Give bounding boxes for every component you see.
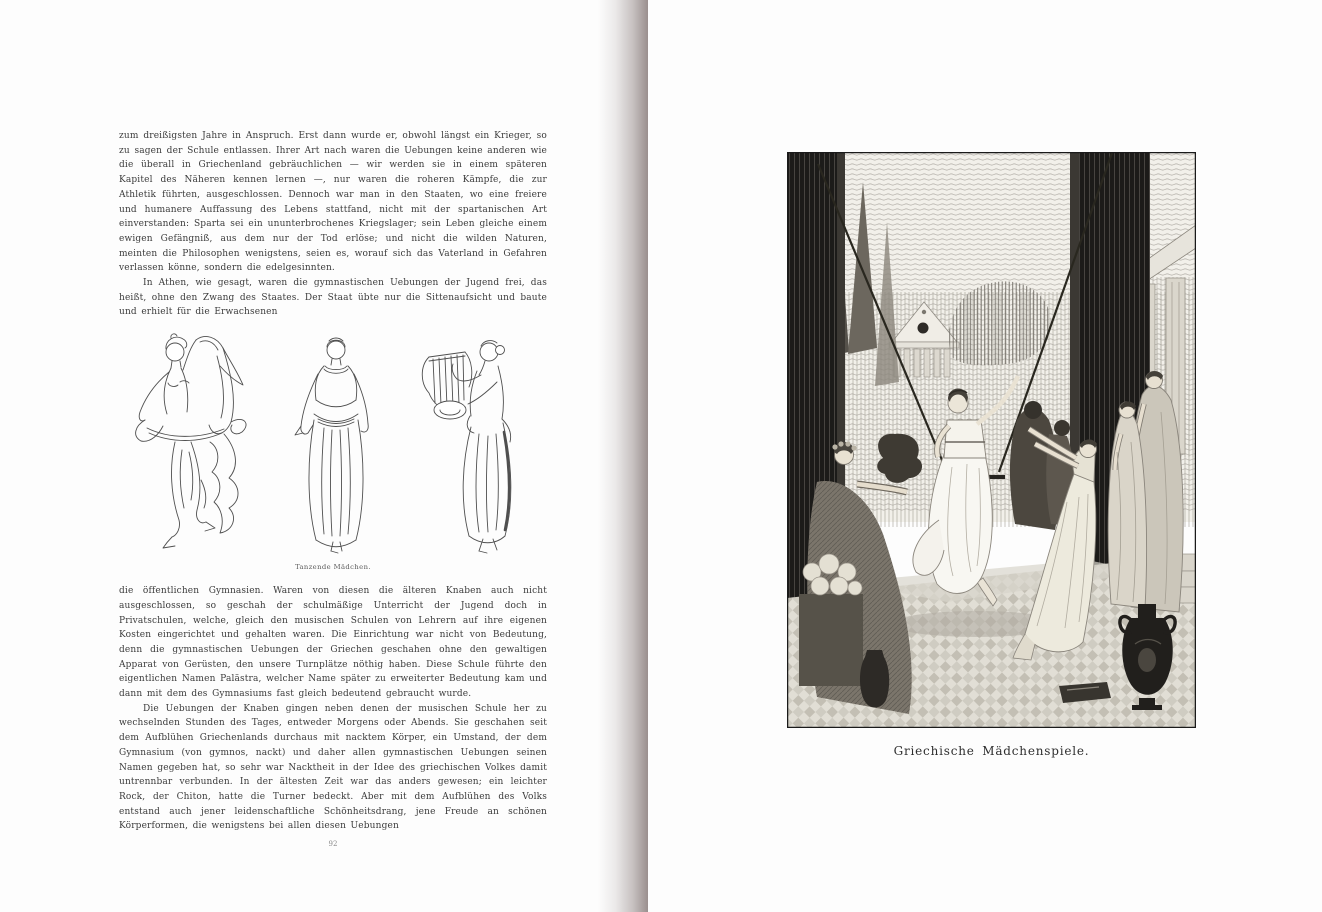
engraving-image (787, 152, 1196, 728)
small-vase (860, 650, 889, 708)
figure-caption: Tanzende Mädchen. (295, 563, 371, 572)
figure-standing-maiden-in-chiton-illustration (290, 330, 382, 558)
engraving-greek-girls-games (787, 152, 1196, 728)
paragraph: In Athen, wie gesagt, waren die gymnastischen Uebungen der Jugend frei, das heißt, ohne den Zwang des Staates. Der Staat übte nur die Sittenaufsicht und baute und erhielt für die Erwachsenen (119, 278, 547, 318)
paragraph: die öffentlichen Gymnasien. Waren von diesen die älteren Knaben auch nicht ausgeschlossen, so geschah der schulmäßige Unterricht der Jugend doch in Privatschulen, welche, gleich den musischen Schulen von Lehrern auf ihre eigenen Kosten eingerichtet und gehalten waren. Die Einrichtung war nicht von Bedeutung, denn die gymnastischen Uebungen der Griechen geschahen ohne den gewaltigen Apparat von Gerüsten, den unsere Turnplätze nöthig haben. Diese Schule führte den eigentlichen Namen Palästra, welcher Name später zu erweiterter Bedeutung kam und dann mit dem des Gymnasiums fast gleich bedeutend gebraucht wurde. (119, 586, 547, 700)
figure-maiden-playing-kithara-illustration (407, 330, 539, 558)
paragraph: zum dreißigsten Jahre in Anspruch. Erst dann wurde er, obwohl längst ein Krieger, so zu sagen der Schule entlassen. Ihrer Art nach waren die Uebungen keine anderen wie die überall in Griechenland gebräuchlichen — wir werden sie in einem späteren Kapitel des Näheren kennen lernen —, nur waren die roheren Kämpfe, die zur Athletik führten, ausgeschlossen. Dennoch war man in den Staaten, wo eine freiere und humanere Auffassung des Lebens stattfand, nicht mit der spartanischen Art einverstanden: Sparta sei ein ununterbrochenes Kriegslager; sein Leben gleiche einem ewigen Gefängniß, aus dem nur der Tod erlöse; und nicht die wilden Naturen, meinten die Philosophen wenigstens, seien es, worauf sich das Vaterland in Gefahren verlassen könne, sondern die edelgesinnten. (119, 131, 547, 274)
left-page (119, 129, 547, 848)
engraving-caption: Griechische Mädchenspiele. (893, 744, 1090, 758)
ball (918, 323, 929, 334)
paragraph: Die Uebungen der Knaben gingen neben denen der musischen Schule her zu wechselnden Stunden des Tages, entweder Morgens oder Abends. Sie geschahen seit dem Aufblühen Griechenlands durchaus mit nacktem Körper, ein Umstand, der dem Gymnasium (von gymnos, nackt) und daher allen gymnastischen Uebungen seinen Namen gegeben hat, so sehr war Nacktheit in der Idee des griechischen Volkes damit untrennbar verbunden. In der ältesten Zeit war das anders gewesen; ein leichter Rock, der Chiton, hatte die Turner bedeckt. Aber mit dem Aufblühen des Volks entstand auch jener leidenschaftliche Schönheitsdrang, jene Freude an schönen Körperformen, die wenigstens bei allen diesen Uebungen (119, 703, 547, 832)
flower-chest (799, 594, 863, 686)
figures-row (119, 330, 547, 558)
figure-dancing-maiden-with-veil-illustration (127, 330, 265, 558)
watching-women (1108, 371, 1183, 612)
page-number: 92 (328, 840, 338, 849)
book-gutter-shadow (598, 0, 648, 912)
